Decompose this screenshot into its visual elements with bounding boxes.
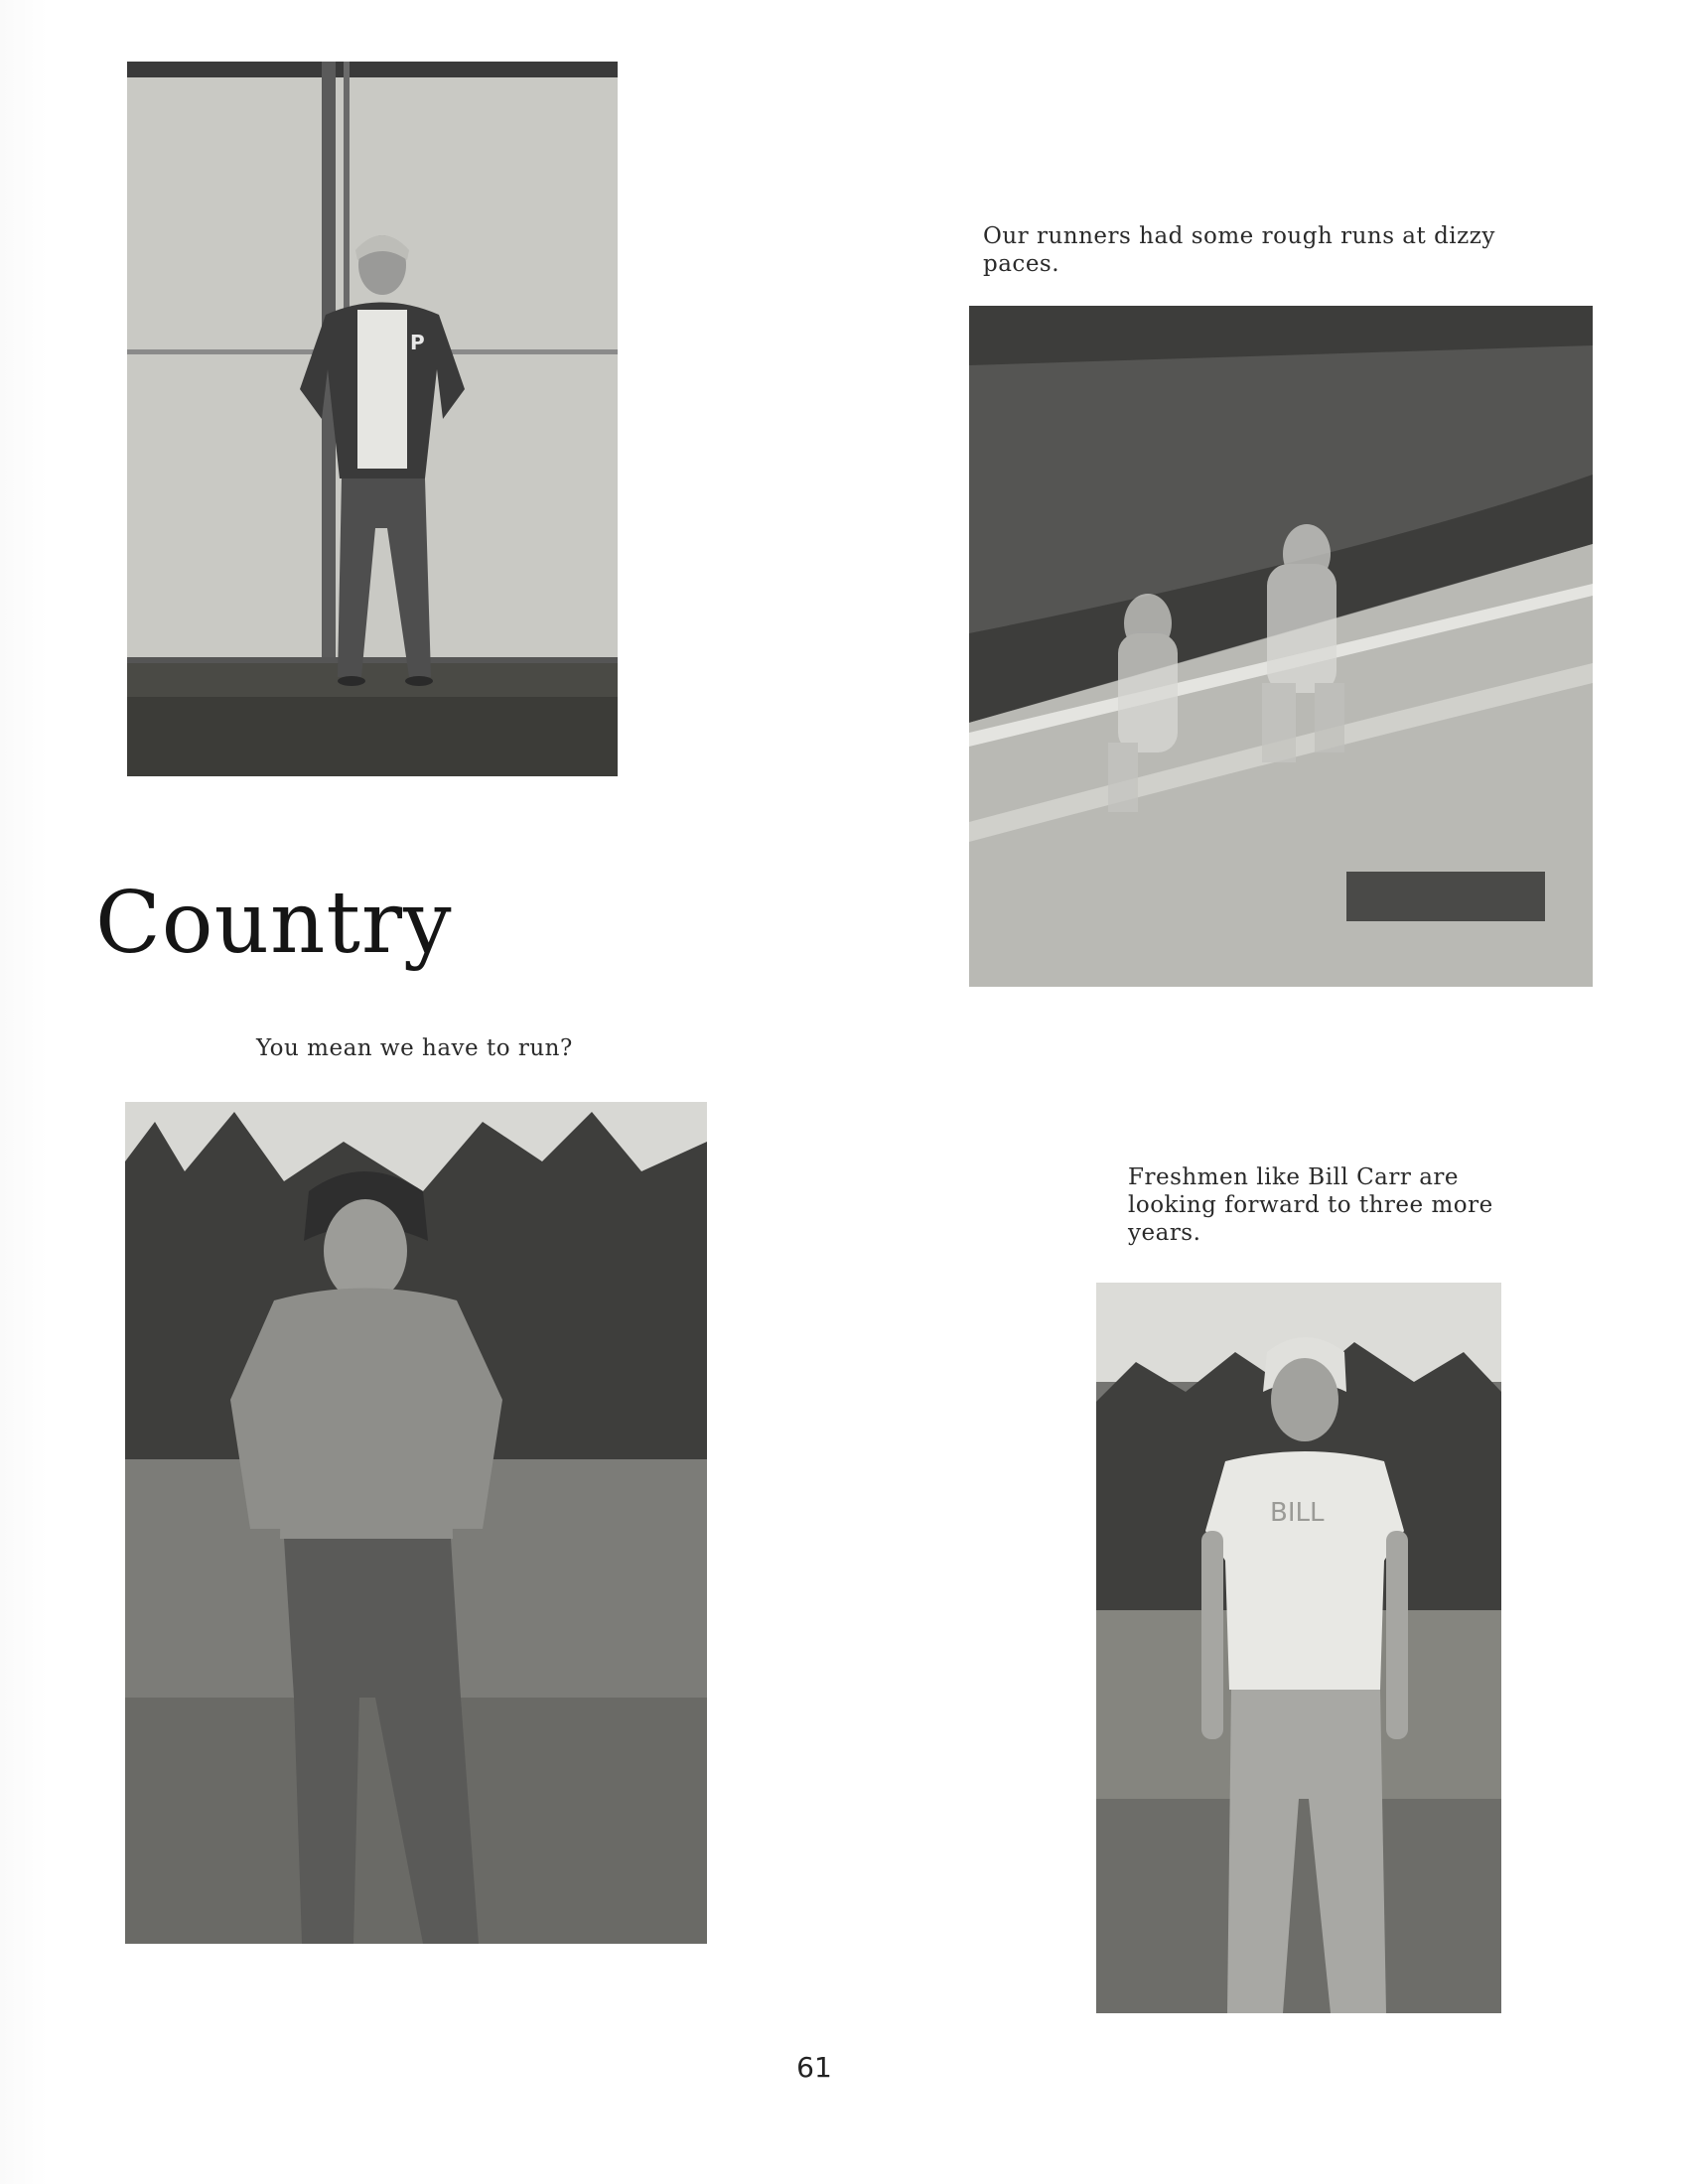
photo-runners-on-hill	[969, 306, 1593, 987]
page-binding-edge	[0, 0, 48, 2184]
page-number: 61	[796, 2051, 832, 2084]
bill-shirt-text: BILL	[1270, 1498, 1325, 1528]
photo-boy-in-sweatshirt	[125, 1102, 707, 1944]
section-title: Country	[95, 874, 453, 973]
caption-runners: Our runners had some rough runs at dizzy paces.	[983, 223, 1495, 277]
caption-have-to-run: You mean we have to run?	[256, 1035, 573, 1061]
jacket-letter: P	[410, 331, 425, 354]
caption-freshmen: Freshmen like Bill Carr are looking forward to three more years.	[1128, 1164, 1493, 1246]
photo-boy-in-jacket	[127, 62, 618, 776]
photo-bill-carr	[1096, 1283, 1501, 2013]
